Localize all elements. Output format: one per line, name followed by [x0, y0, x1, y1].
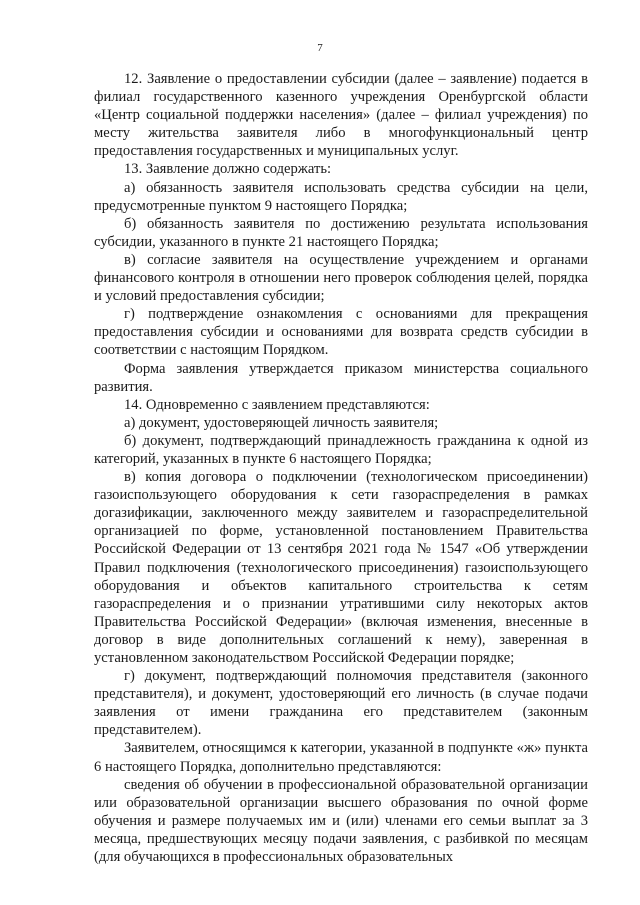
paragraph-14-g: г) документ, подтверждающий полномочия представителя (законного представителя), и документ, удостоверяющий его личность (в случае подачи заявления от имени гражданина его представителем (законным представителем). [94, 668, 588, 739]
paragraph-14-b: б) документ, подтверждающий принадлежность гражданина к одной из категорий, указанных в пункте 6 настоящего Порядка; [94, 432, 588, 467]
paragraph-14-a: а) документ, удостоверяющей личность заявителя; [124, 414, 439, 431]
paragraph-13-heading: 13. Заявление должно содержать: [124, 161, 332, 178]
paragraph-14-heading: 14. Одновременно с заявлением представляются: [124, 396, 430, 413]
page-number: 7 [317, 42, 323, 54]
paragraph-category-zh: Заявителем, относящимся к категории, указанной в подпункте «ж» пункта 6 настоящего Порядка, дополнительно представляются: [94, 740, 588, 775]
paragraph-13-v: в) согласие заявителя на осуществление учреждением и органами финансового контроля в отношении него проверок соблюдения целей, порядка и условий предоставления субсидии; [94, 251, 588, 305]
paragraph-13-g: г) подтверждение ознакомления с основаниями для прекращения предоставления субсидии и основаниями для возврата средств субсидии в соответствии с настоящим Порядком. [94, 306, 588, 359]
document-body [94, 70, 588, 866]
paragraph-14-v: в) копия договора о подключении (технологическом присоединении) газоиспользующего оборудования к сети газораспределения в рамках догазификации, заключенного между заявителем и газораспределительной организацией по форме, установленной постановлением Правительства Российской Федерации от 13 сентября 2021 года № 1547 «Об утверждении Правил подключения (технологического присоединения) газоиспользующего оборудования и объектов капитального строительства к сетям газораспределения и о признании утратившими силу некоторых актов Правительства Российской Федерации» (включая изменения, внесенные в договор в виде дополнительных соглашений к нему), заверенная в установленном законодательством Российской Федерации порядке; [94, 469, 588, 666]
paragraph-form: Форма заявления утверждается приказом министерства социального развития. [94, 360, 588, 395]
paragraph-education-info: сведения об обучении в профессиональной образовательной организации или образовательной организации высшего образования по очной форме обучения и размере получаемых им и (или) членами его семьи выплат за 3 месяца, предшествующих месяцу подачи заявления, с разбивкой по месяцам (для обучающихся в профессиональных образовательных [94, 776, 588, 866]
paragraph-13-b: б) обязанность заявителя по достижению результата использования субсидии, указанного в пункте 21 настоящего Порядка; [94, 215, 588, 250]
paragraph-13-a: а) обязанность заявителя использовать средства субсидии на цели, предусмотренные пунктом 9 настоящего Порядка; [94, 179, 588, 214]
paragraph-12: 12. Заявление о предоставлении субсидии (далее – заявление) подается в филиал государственного казенного учреждения Оренбургской области «Центр социальной поддержки населения» (далее – филиал учреждения) по месту жительства заявителя либо в многофункциональный центр предоставления государственных и муниципальных услуг. [94, 71, 588, 160]
